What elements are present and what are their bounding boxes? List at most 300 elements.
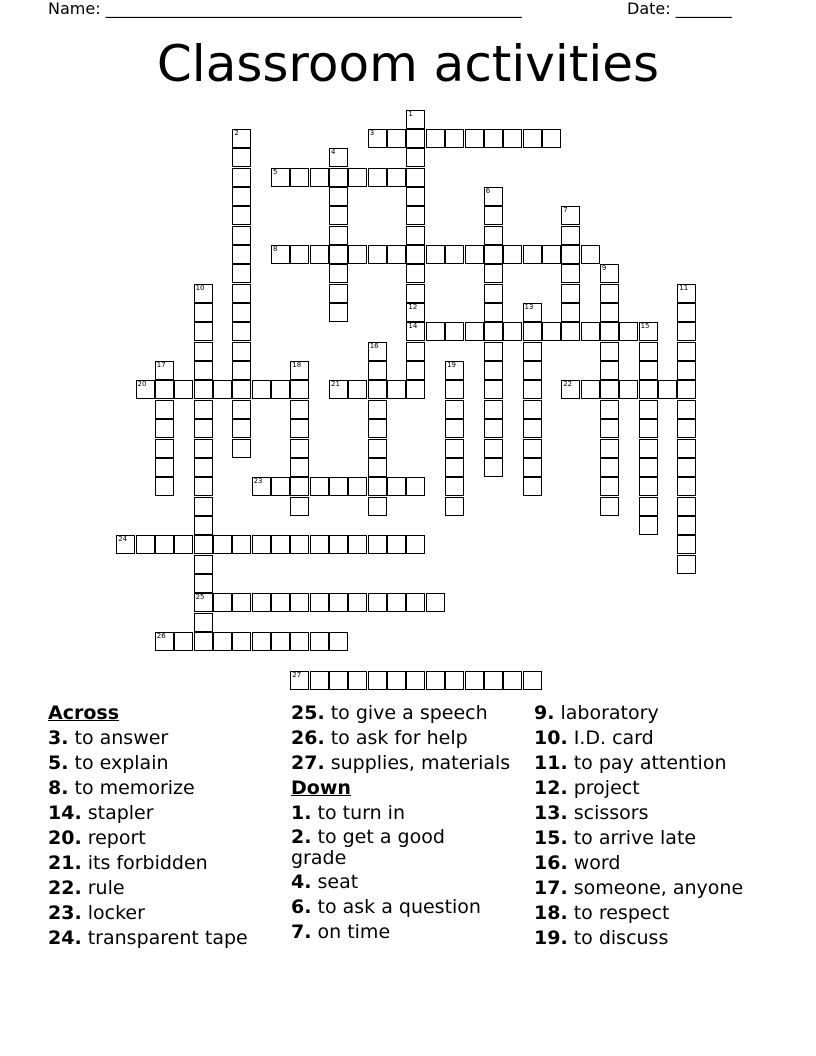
grid-cell[interactable] <box>406 380 425 399</box>
grid-cell[interactable] <box>561 264 580 283</box>
clue-number: 5 <box>273 167 278 176</box>
grid-cell[interactable] <box>271 245 290 264</box>
grid-cell[interactable] <box>232 168 251 187</box>
grid-cell[interactable] <box>232 322 251 341</box>
grid-cell[interactable] <box>387 168 406 187</box>
grid-cell[interactable] <box>194 497 213 516</box>
grid-cell[interactable] <box>368 361 387 380</box>
clue-number: 17 <box>156 361 166 370</box>
grid-cell[interactable] <box>619 322 638 341</box>
grid-cell[interactable] <box>561 380 580 399</box>
grid-cell[interactable] <box>600 439 619 458</box>
grid-cell[interactable] <box>194 458 213 477</box>
grid-cell[interactable] <box>639 400 658 419</box>
grid-cell[interactable] <box>252 380 271 399</box>
grid-cell[interactable] <box>600 458 619 477</box>
grid-cell[interactable] <box>232 129 251 148</box>
grid-cell[interactable] <box>252 535 271 554</box>
grid-cell[interactable] <box>406 342 425 361</box>
grid-cell[interactable] <box>484 322 503 341</box>
grid-cell[interactable] <box>310 632 329 651</box>
grid-cell[interactable] <box>523 458 542 477</box>
grid-cell[interactable] <box>677 497 696 516</box>
grid-cell[interactable] <box>271 535 290 554</box>
grid-cell[interactable] <box>290 361 309 380</box>
grid-cell[interactable] <box>368 671 387 690</box>
grid-cell[interactable] <box>310 535 329 554</box>
grid-cell[interactable] <box>484 671 503 690</box>
grid-cell[interactable] <box>155 477 174 496</box>
grid-cell[interactable] <box>581 322 600 341</box>
grid-cell[interactable] <box>387 535 406 554</box>
grid-cell[interactable] <box>136 380 155 399</box>
grid-cell[interactable] <box>677 400 696 419</box>
grid-cell[interactable] <box>523 477 542 496</box>
grid-cell[interactable] <box>232 303 251 322</box>
grid-cell[interactable] <box>194 477 213 496</box>
grid-cell[interactable] <box>426 245 445 264</box>
grid-cell[interactable] <box>484 400 503 419</box>
grid-cell[interactable] <box>329 632 348 651</box>
grid-cell[interactable] <box>232 148 251 167</box>
grid-cell[interactable] <box>213 593 232 612</box>
grid-cell[interactable] <box>406 148 425 167</box>
clue-number: 24 <box>118 535 128 544</box>
grid-cell[interactable] <box>523 400 542 419</box>
grid-cell[interactable] <box>290 593 309 612</box>
grid-cell[interactable] <box>329 380 348 399</box>
grid-cell[interactable] <box>406 264 425 283</box>
grid-cell[interactable] <box>271 632 290 651</box>
grid-cell[interactable] <box>290 497 309 516</box>
grid-cell[interactable] <box>213 535 232 554</box>
grid-cell[interactable] <box>406 361 425 380</box>
grid-cell[interactable] <box>232 419 251 438</box>
grid-cell[interactable] <box>639 458 658 477</box>
grid-cell[interactable] <box>329 206 348 225</box>
grid-cell[interactable] <box>194 613 213 632</box>
grid-cell[interactable] <box>426 593 445 612</box>
grid-cell[interactable] <box>329 226 348 245</box>
clue-across-8: 8. to memorize <box>48 777 195 799</box>
grid-cell[interactable] <box>310 168 329 187</box>
grid-cell[interactable] <box>290 245 309 264</box>
grid-cell[interactable] <box>387 477 406 496</box>
grid-cell[interactable] <box>213 632 232 651</box>
grid-cell[interactable] <box>387 245 406 264</box>
clue-across-5: 5. to explain <box>48 752 169 774</box>
grid-cell[interactable] <box>290 535 309 554</box>
grid-cell[interactable] <box>232 439 251 458</box>
grid-cell[interactable] <box>677 284 696 303</box>
grid-cell[interactable] <box>542 245 561 264</box>
grid-cell[interactable] <box>368 419 387 438</box>
grid-cell[interactable] <box>194 593 213 612</box>
grid-cell[interactable] <box>194 284 213 303</box>
grid-cell[interactable] <box>542 129 561 148</box>
grid-cell[interactable] <box>600 361 619 380</box>
grid-cell[interactable] <box>484 419 503 438</box>
grid-cell[interactable] <box>484 439 503 458</box>
grid-cell[interactable] <box>194 361 213 380</box>
grid-cell[interactable] <box>329 303 348 322</box>
grid-cell[interactable] <box>561 284 580 303</box>
grid-cell[interactable] <box>174 632 193 651</box>
grid-cell[interactable] <box>348 477 367 496</box>
grid-cell[interactable] <box>523 671 542 690</box>
grid-cell[interactable] <box>290 671 309 690</box>
clue-across-22: 22. rule <box>48 877 125 899</box>
grid-cell[interactable] <box>329 477 348 496</box>
grid-cell[interactable] <box>406 206 425 225</box>
grid-cell[interactable] <box>406 110 425 129</box>
grid-cell[interactable] <box>639 439 658 458</box>
clue-number: 13 <box>524 303 534 311</box>
grid-cell[interactable] <box>406 477 425 496</box>
grid-cell[interactable] <box>445 245 464 264</box>
grid-cell[interactable] <box>155 361 174 380</box>
name-field <box>48 0 522 18</box>
grid-cell[interactable] <box>677 516 696 535</box>
grid-cell[interactable] <box>368 497 387 516</box>
clue-number: 11 <box>679 283 689 292</box>
grid-cell[interactable] <box>523 439 542 458</box>
grid-cell[interactable] <box>155 632 174 651</box>
clue-number: 1 <box>408 109 413 118</box>
clue-number: 27 <box>292 670 302 679</box>
clue-number: 7 <box>563 206 568 215</box>
grid-cell[interactable] <box>290 380 309 399</box>
grid-cell[interactable] <box>290 477 309 496</box>
grid-cell[interactable] <box>484 303 503 322</box>
grid-cell[interactable] <box>406 168 425 187</box>
page-title: Classroom activities <box>156 35 660 93</box>
grid-cell[interactable] <box>194 322 213 341</box>
grid-cell[interactable] <box>658 380 677 399</box>
grid-cell[interactable] <box>561 245 580 264</box>
grid-cell[interactable] <box>116 535 135 554</box>
grid-cell[interactable] <box>465 322 484 341</box>
grid-cell[interactable] <box>600 342 619 361</box>
grid-cell[interactable] <box>368 342 387 361</box>
grid-cell[interactable] <box>600 400 619 419</box>
grid-cell[interactable] <box>445 322 464 341</box>
grid-cell[interactable] <box>136 535 155 554</box>
grid-cell[interactable] <box>561 322 580 341</box>
grid-cell[interactable] <box>484 361 503 380</box>
grid-cell[interactable] <box>329 245 348 264</box>
clue-number: 8 <box>273 245 278 253</box>
clue-down-9: 9. laboratory <box>534 702 659 724</box>
grid-cell[interactable] <box>581 245 600 264</box>
grid-cell[interactable] <box>484 129 503 148</box>
grid-cell[interactable] <box>155 400 174 419</box>
grid-cell[interactable] <box>329 535 348 554</box>
grid-cell[interactable] <box>639 497 658 516</box>
grid-cell[interactable] <box>271 593 290 612</box>
grid-cell[interactable] <box>329 148 348 167</box>
grid-cell[interactable] <box>194 555 213 574</box>
grid-cell[interactable] <box>503 129 522 148</box>
grid-cell[interactable] <box>174 380 193 399</box>
grid-cell[interactable] <box>484 380 503 399</box>
grid-cell[interactable] <box>406 187 425 206</box>
grid-cell[interactable] <box>310 477 329 496</box>
grid-cell[interactable] <box>368 593 387 612</box>
grid-cell[interactable] <box>619 380 638 399</box>
clue-across-23: 23. locker <box>48 902 145 924</box>
grid-cell[interactable] <box>232 226 251 245</box>
grid-cell[interactable] <box>290 439 309 458</box>
grid-cell[interactable] <box>600 477 619 496</box>
grid-cell[interactable] <box>639 322 658 341</box>
grid-cell[interactable] <box>406 129 425 148</box>
grid-cell[interactable] <box>368 380 387 399</box>
grid-cell[interactable] <box>348 380 367 399</box>
grid-cell[interactable] <box>581 380 600 399</box>
grid-cell[interactable] <box>406 593 425 612</box>
grid-cell[interactable] <box>639 380 658 399</box>
grid-cell[interactable] <box>503 671 522 690</box>
grid-cell[interactable] <box>232 632 251 651</box>
clue-across-27: 27. supplies, materials <box>291 752 511 774</box>
clue-down-17: 17. someone, anyone <box>534 877 744 899</box>
grid-cell[interactable] <box>194 439 213 458</box>
grid-cell[interactable] <box>561 303 580 322</box>
grid-cell[interactable] <box>445 671 464 690</box>
date-blank[interactable]: _______ <box>675 0 732 18</box>
grid-cell[interactable] <box>677 342 696 361</box>
grid-cell[interactable] <box>445 477 464 496</box>
grid-cell[interactable] <box>406 303 425 322</box>
grid-cell[interactable] <box>232 245 251 264</box>
grid-cell[interactable] <box>600 380 619 399</box>
grid-cell[interactable] <box>426 671 445 690</box>
grid-cell[interactable] <box>194 632 213 651</box>
grid-cell[interactable] <box>406 284 425 303</box>
across-heading: Across <box>48 702 120 724</box>
clue-down-6: 6. to ask a question <box>291 896 481 918</box>
grid-cell[interactable] <box>445 400 464 419</box>
grid-cell[interactable] <box>639 419 658 438</box>
grid-cell[interactable] <box>600 497 619 516</box>
grid-cell[interactable] <box>600 303 619 322</box>
grid-cell[interactable] <box>194 574 213 593</box>
grid-cell[interactable] <box>271 380 290 399</box>
grid-cell[interactable] <box>155 535 174 554</box>
grid-cell[interactable] <box>523 380 542 399</box>
grid-cell[interactable] <box>523 303 542 322</box>
clue-down-12: 12. project <box>534 777 640 799</box>
grid-cell[interactable] <box>523 129 542 148</box>
grid-cell[interactable] <box>194 342 213 361</box>
grid-cell[interactable] <box>271 477 290 496</box>
grid-cell[interactable] <box>290 458 309 477</box>
grid-cell[interactable] <box>368 477 387 496</box>
grid-cell[interactable] <box>348 671 367 690</box>
grid-cell[interactable] <box>639 361 658 380</box>
grid-cell[interactable] <box>329 187 348 206</box>
grid-cell[interactable] <box>232 400 251 419</box>
grid-cell[interactable] <box>465 671 484 690</box>
grid-cell[interactable] <box>232 264 251 283</box>
grid-cell[interactable] <box>194 419 213 438</box>
grid-cell[interactable] <box>232 342 251 361</box>
grid-cell[interactable] <box>445 419 464 438</box>
grid-cell[interactable] <box>290 400 309 419</box>
grid-cell[interactable] <box>677 303 696 322</box>
grid-cell[interactable] <box>290 419 309 438</box>
clue-number: 15 <box>640 322 650 331</box>
grid-cell[interactable] <box>310 245 329 264</box>
grid-cell[interactable] <box>465 129 484 148</box>
grid-cell[interactable] <box>329 264 348 283</box>
grid-cell[interactable] <box>368 129 387 148</box>
clue-across-24: 24. transparent tape <box>48 927 248 949</box>
grid-cell[interactable] <box>677 439 696 458</box>
grid-cell[interactable] <box>310 593 329 612</box>
date-field <box>627 0 732 18</box>
grid-cell[interactable] <box>252 632 271 651</box>
grid-cell[interactable] <box>290 168 309 187</box>
grid-cell[interactable] <box>503 245 522 264</box>
grid-cell[interactable] <box>600 419 619 438</box>
name-blank[interactable]: ____________________________________________________ <box>105 0 522 18</box>
grid-cell[interactable] <box>600 264 619 283</box>
grid-cell[interactable] <box>445 129 464 148</box>
grid-cell[interactable] <box>445 439 464 458</box>
grid-cell[interactable] <box>271 168 290 187</box>
grid-cell[interactable] <box>426 129 445 148</box>
clues-column-2 <box>291 701 526 945</box>
grid-cell[interactable] <box>329 671 348 690</box>
grid-cell[interactable] <box>445 361 464 380</box>
grid-cell[interactable] <box>677 555 696 574</box>
grid-cell[interactable] <box>600 322 619 341</box>
grid-cell[interactable] <box>484 284 503 303</box>
grid-cell[interactable] <box>232 593 251 612</box>
grid-cell[interactable] <box>232 206 251 225</box>
grid-cell[interactable] <box>348 245 367 264</box>
grid-cell[interactable] <box>368 168 387 187</box>
grid-cell[interactable] <box>484 187 503 206</box>
grid-cell[interactable] <box>542 322 561 341</box>
grid-cell[interactable] <box>387 593 406 612</box>
grid-cell[interactable] <box>232 187 251 206</box>
grid-cell[interactable] <box>445 380 464 399</box>
name-label: Name: <box>48 0 106 18</box>
grid-cell[interactable] <box>523 322 542 341</box>
grid-cell[interactable] <box>677 535 696 554</box>
grid-cell[interactable] <box>484 245 503 264</box>
clue-down-10: 10. I.D. card <box>534 727 654 749</box>
grid-cell[interactable] <box>387 671 406 690</box>
grid-cell[interactable] <box>368 245 387 264</box>
grid-cell[interactable] <box>213 380 232 399</box>
grid-cell[interactable] <box>561 226 580 245</box>
grid-cell[interactable] <box>348 593 367 612</box>
grid-cell[interactable] <box>368 439 387 458</box>
grid-cell[interactable] <box>329 168 348 187</box>
grid-cell[interactable] <box>232 535 251 554</box>
grid-cell[interactable] <box>484 226 503 245</box>
grid-cell[interactable] <box>677 458 696 477</box>
grid-cell[interactable] <box>484 206 503 225</box>
grid-cell[interactable] <box>445 458 464 477</box>
grid-cell[interactable] <box>677 361 696 380</box>
grid-cell[interactable] <box>677 380 696 399</box>
clue-number: 25 <box>195 593 205 602</box>
grid-cell[interactable] <box>523 361 542 380</box>
grid-cell[interactable] <box>426 322 445 341</box>
grid-cell[interactable] <box>155 380 174 399</box>
grid-cell[interactable] <box>406 226 425 245</box>
grid-cell[interactable] <box>503 322 522 341</box>
grid-cell[interactable] <box>677 419 696 438</box>
grid-cell[interactable] <box>174 535 193 554</box>
clue-number: 3 <box>369 128 375 137</box>
grid-cell[interactable] <box>368 458 387 477</box>
grid-cell[interactable] <box>232 284 251 303</box>
grid-cell[interactable] <box>600 284 619 303</box>
date-label: Date: <box>627 0 676 18</box>
grid-cell[interactable] <box>639 342 658 361</box>
grid-cell[interactable] <box>406 535 425 554</box>
grid-cell[interactable] <box>406 671 425 690</box>
clue-number: 26 <box>156 632 166 640</box>
grid-cell[interactable] <box>484 342 503 361</box>
grid-cell[interactable] <box>639 477 658 496</box>
grid-cell[interactable] <box>194 380 213 399</box>
grid-cell[interactable] <box>252 593 271 612</box>
grid-cell[interactable] <box>155 439 174 458</box>
grid-cell[interactable] <box>445 497 464 516</box>
grid-cell[interactable] <box>484 264 503 283</box>
grid-cell[interactable] <box>368 535 387 554</box>
grid-cell[interactable] <box>465 245 484 264</box>
grid-cell[interactable] <box>232 361 251 380</box>
grid-cell[interactable] <box>523 419 542 438</box>
grid-cell[interactable] <box>310 671 329 690</box>
grid-cell[interactable] <box>523 342 542 361</box>
grid-cell[interactable] <box>387 380 406 399</box>
grid-cell[interactable] <box>194 303 213 322</box>
grid-cell[interactable] <box>523 245 542 264</box>
grid-cell[interactable] <box>329 593 348 612</box>
grid-cell[interactable] <box>155 419 174 438</box>
grid-cell[interactable] <box>194 516 213 535</box>
grid-cell[interactable] <box>406 322 425 341</box>
grid-cell[interactable] <box>194 535 213 554</box>
grid-cell[interactable] <box>348 535 367 554</box>
grid-cell[interactable] <box>677 477 696 496</box>
grid-cell[interactable] <box>561 206 580 225</box>
grid-cell[interactable] <box>406 245 425 264</box>
grid-cell[interactable] <box>677 322 696 341</box>
grid-cell[interactable] <box>194 400 213 419</box>
grid-cell[interactable] <box>484 458 503 477</box>
grid-cell[interactable] <box>348 168 367 187</box>
grid-cell[interactable] <box>290 632 309 651</box>
grid-cell[interactable] <box>232 380 251 399</box>
grid-cell[interactable] <box>252 477 271 496</box>
clue-number: 9 <box>601 264 607 273</box>
grid-cell[interactable] <box>155 458 174 477</box>
grid-cell[interactable] <box>368 400 387 419</box>
grid-cell[interactable] <box>387 129 406 148</box>
grid-cell[interactable] <box>329 284 348 303</box>
grid-cell[interactable] <box>639 516 658 535</box>
